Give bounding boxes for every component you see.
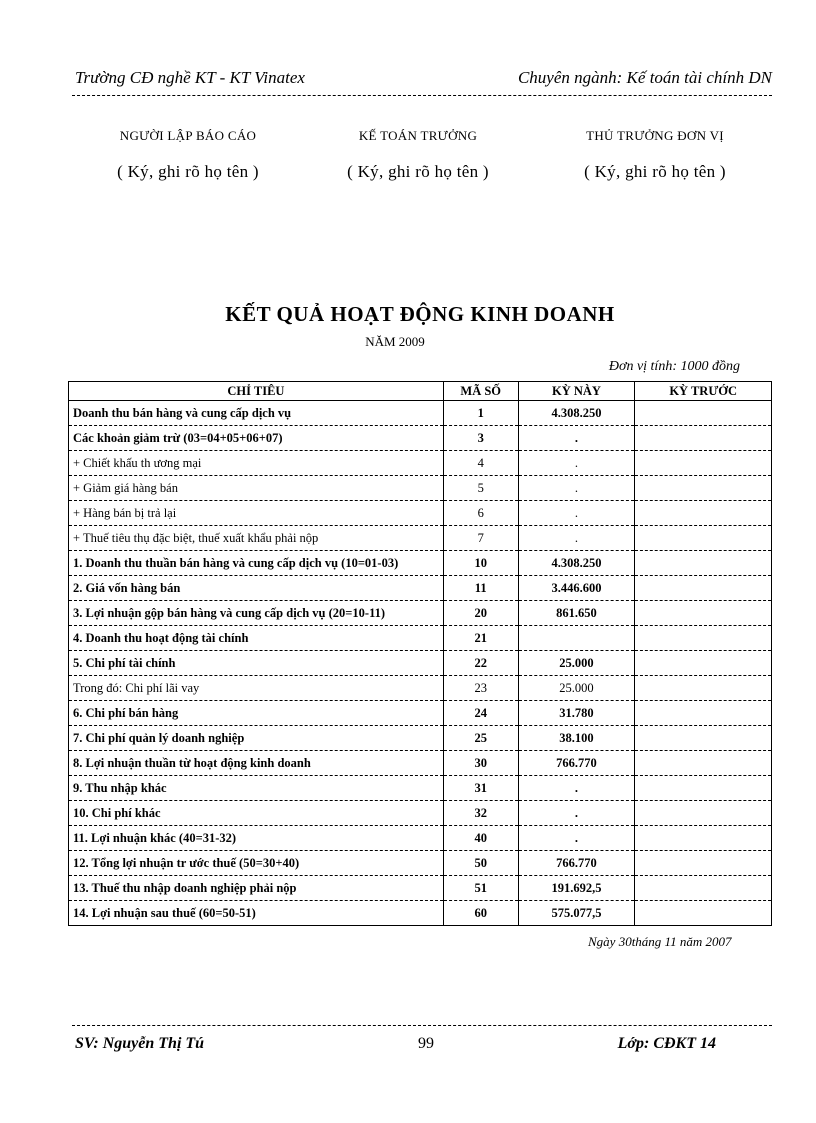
row-previous-value [635,651,772,676]
column-header-previous: KỲ TRƯỚC [635,382,772,401]
table-row [69,701,772,726]
signature-role: NGƯỜI LẬP BÁO CÁO [119,128,257,143]
row-label: 7. Chi phí quản lý doanh nghiệp [69,726,444,751]
table-row [69,801,772,826]
row-current-value: . [518,526,635,551]
row-previous-value [635,576,772,601]
table-row [69,726,772,751]
table-row [69,626,772,651]
row-code: 32 [443,801,518,826]
row-current-value: 861.650 [518,601,635,626]
header-divider [72,95,772,96]
row-previous-value [635,826,772,851]
row-label: 5. Chi phí tài chính [69,651,444,676]
row-current-value: 191.692,5 [518,876,635,901]
table-row [69,476,772,501]
row-previous-value [635,851,772,876]
table-row [69,876,772,901]
row-previous-value [635,701,772,726]
signature-note: ( Ký, ghi rõ họ tên ) [584,162,726,181]
row-current-value: . [518,826,635,851]
column-header-code: MÃ SỐ [443,382,518,401]
row-code: 24 [443,701,518,726]
row-current-value: 4.308.250 [518,401,635,426]
row-code: 30 [443,751,518,776]
row-previous-value [635,676,772,701]
row-code: 5 [443,476,518,501]
row-previous-value [635,776,772,801]
row-label: Trong đó: Chi phí lãi vay [69,676,444,701]
row-code: 4 [443,451,518,476]
row-label: + Giảm giá hàng bán [69,476,444,501]
row-code: 1 [443,401,518,426]
row-previous-value [635,901,772,926]
row-label: 11. Lợi nhuận khác (40=31-32) [69,826,444,851]
row-code: 21 [443,626,518,651]
row-label: 1. Doanh thu thuần bán hàng và cung cấp dịch vụ (10=01-03) [69,551,444,576]
report-date: Ngày 30tháng 11 năm 2007 [588,934,732,949]
report-title: KẾT QUẢ HOẠT ĐỘNG KINH DOANH [225,302,615,326]
table-row [69,601,772,626]
row-label: Doanh thu bán hàng và cung cấp dịch vụ [69,401,444,426]
row-label: 9. Thu nhập khác [69,776,444,801]
header-major: Chuyên ngành: Kế toán tài chính DN [517,68,772,87]
footer-divider [72,1025,772,1026]
signature-chief-accountant [318,128,518,182]
row-previous-value [635,451,772,476]
row-label: 13. Thuế thu nhập doanh nghiệp phải nộp [69,876,444,901]
table-row [69,901,772,926]
row-code: 60 [443,901,518,926]
row-current-value: . [518,426,635,451]
income-statement-table [68,381,772,926]
row-previous-value [635,876,772,901]
row-label: 14. Lợi nhuận sau thuế (60=50-51) [69,901,444,926]
row-previous-value [635,501,772,526]
row-label: 4. Doanh thu hoạt động tài chính [69,626,444,651]
signature-note: ( Ký, ghi rõ họ tên ) [347,162,489,181]
report-unit: Đơn vị tính: 1000 đồng [608,359,740,374]
footer-student: SV: Nguyễn Thị Tú [75,1035,205,1052]
row-label: + Hàng bán bị trả lại [69,501,444,526]
row-current-value: . [518,501,635,526]
row-code: 40 [443,826,518,851]
row-label: 10. Chi phí khác [69,801,444,826]
row-code: 51 [443,876,518,901]
row-code: 3 [443,426,518,451]
table-row [69,551,772,576]
table-row [69,576,772,601]
table-row [69,851,772,876]
row-previous-value [635,801,772,826]
page-number: 99 [418,1035,434,1052]
header-school: Trường CĐ nghề KT - KT Vinatex [75,68,305,87]
row-code: 10 [443,551,518,576]
row-code: 31 [443,776,518,801]
row-current-value: . [518,776,635,801]
row-previous-value [635,551,772,576]
row-current-value: 4.308.250 [518,551,635,576]
row-label: + Thuế tiêu thụ đặc biệt, thuế xuất khẩu phải nộp [69,526,444,551]
column-header-item: CHỈ TIÊU [69,382,444,401]
row-current-value: . [518,476,635,501]
table-row [69,751,772,776]
signature-role: THỦ TRƯỞNG ĐƠN VỊ [586,128,724,143]
row-current-value: 25.000 [518,676,635,701]
row-current-value: 766.770 [518,751,635,776]
footer-class: Lớp: CĐKT 14 [617,1035,716,1052]
row-label: 8. Lợi nhuận thuần từ hoạt động kinh doanh [69,751,444,776]
signature-note: ( Ký, ghi rõ họ tên ) [117,162,259,181]
row-current-value [518,626,635,651]
signature-role: KẾ TOÁN TRƯỞNG [358,128,478,143]
row-label: Các khoản giảm trừ (03=04+05+06+07) [69,426,444,451]
table-row [69,526,772,551]
row-code: 6 [443,501,518,526]
report-year: NĂM 2009 [365,334,425,349]
row-previous-value [635,526,772,551]
table-row [69,651,772,676]
row-code: 11 [443,576,518,601]
table-row [69,426,772,451]
row-label: + Chiết khấu th ương mại [69,451,444,476]
row-label: 6. Chi phí bán hàng [69,701,444,726]
row-code: 23 [443,676,518,701]
row-previous-value [635,476,772,501]
signature-preparer [88,128,288,182]
table-row [69,501,772,526]
column-header-current: KỲ NÀY [518,382,635,401]
row-current-value: 766.770 [518,851,635,876]
row-previous-value [635,751,772,776]
table-row [69,776,772,801]
row-current-value: 3.446.600 [518,576,635,601]
table-row [69,401,772,426]
row-current-value: . [518,451,635,476]
row-previous-value [635,601,772,626]
row-current-value: 38.100 [518,726,635,751]
row-code: 7 [443,526,518,551]
row-code: 25 [443,726,518,751]
row-code: 50 [443,851,518,876]
row-code: 22 [443,651,518,676]
row-code: 20 [443,601,518,626]
row-previous-value [635,401,772,426]
row-previous-value [635,426,772,451]
row-current-value: 31.780 [518,701,635,726]
table-row [69,451,772,476]
signature-head-of-unit [555,128,755,182]
row-previous-value [635,726,772,751]
row-current-value: 25.000 [518,651,635,676]
row-previous-value [635,626,772,651]
row-label: 3. Lợi nhuận gộp bán hàng và cung cấp dịch vụ (20=10-11) [69,601,444,626]
row-current-value: . [518,801,635,826]
row-label: 2. Giá vốn hàng bán [69,576,444,601]
table-row [69,826,772,851]
table-row [69,676,772,701]
row-label: 12. Tổng lợi nhuận tr ước thuế (50=30+40) [69,851,444,876]
row-current-value: 575.077,5 [518,901,635,926]
table-header-row [69,382,772,401]
